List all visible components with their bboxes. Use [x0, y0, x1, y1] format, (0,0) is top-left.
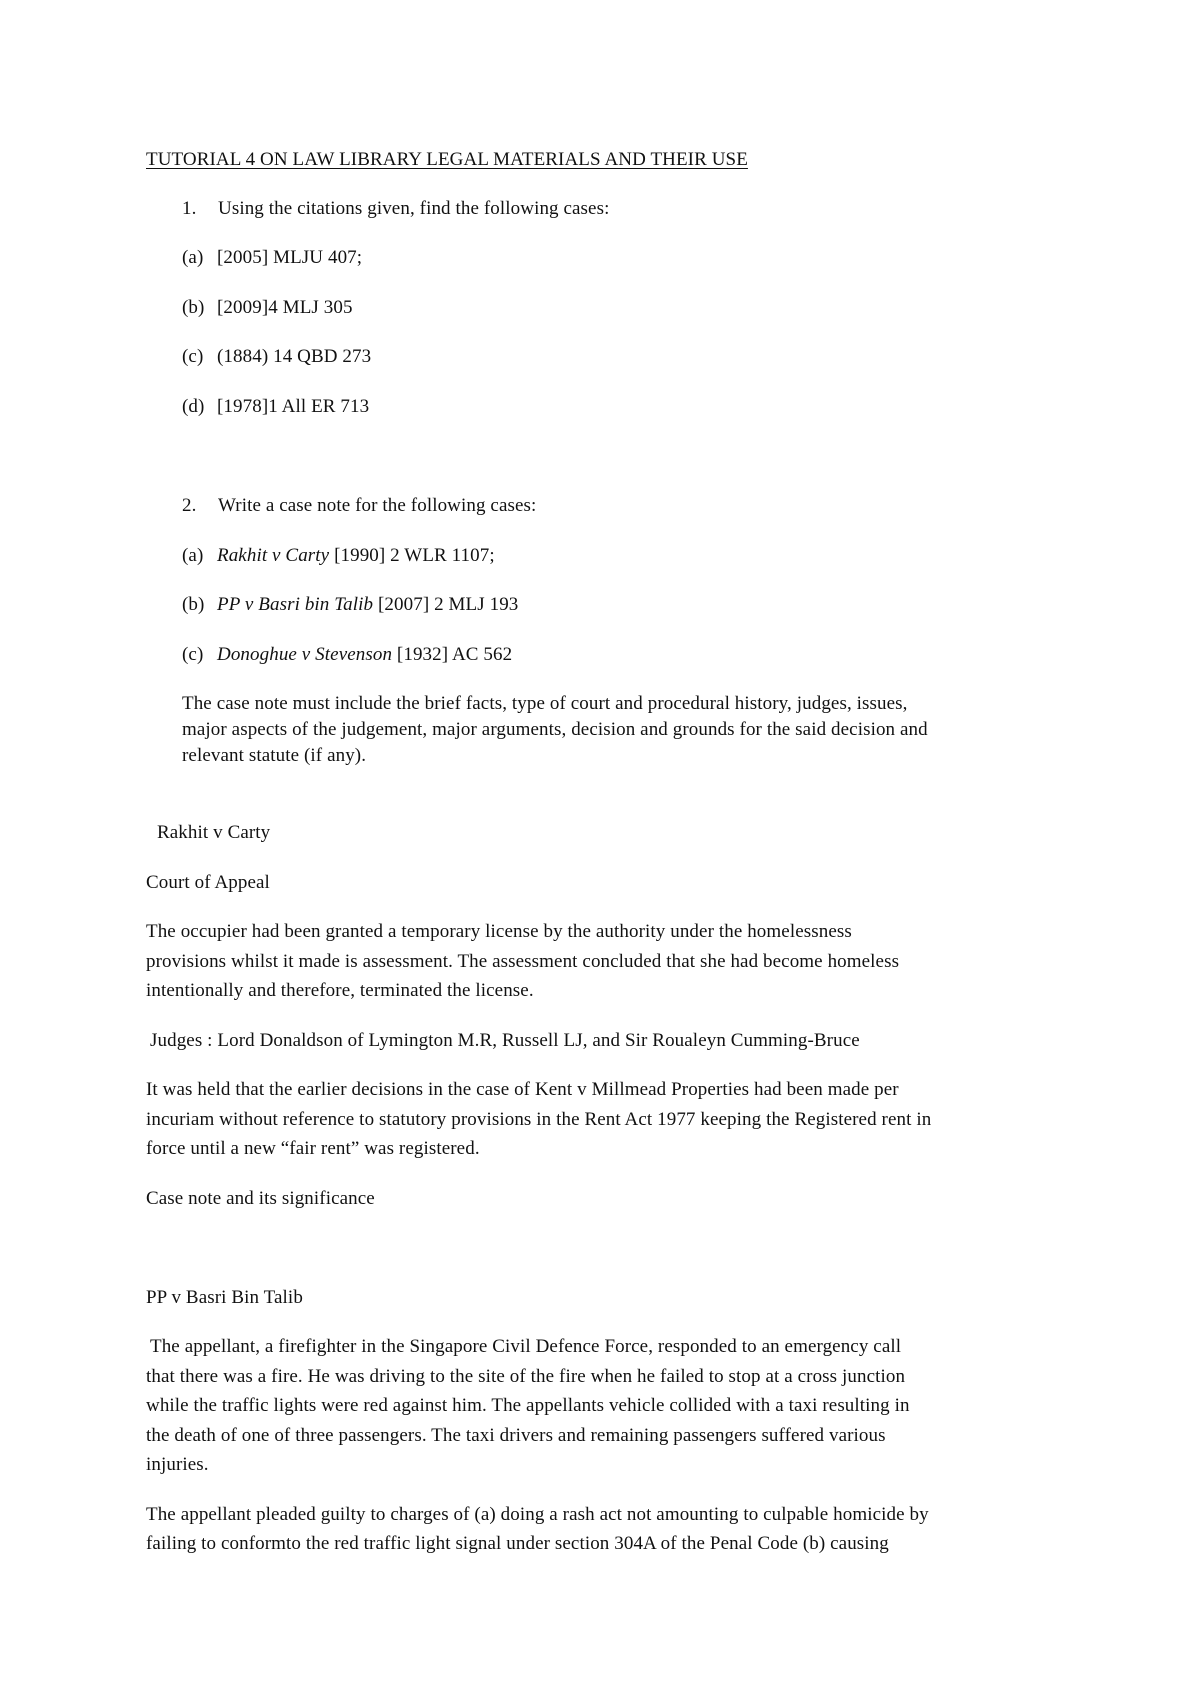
q2-item-a [182, 544, 495, 568]
q1-item-citation: [2005] MLJU 407; [217, 247, 363, 268]
question-1-text: Using the citations given, find the following cases: [218, 198, 610, 219]
q1-item-citation: [1978]1 All ER 713 [217, 396, 370, 417]
basri-facts-line: The appellant, a firefighter in the Singapore Civil Defence Force, responded to an emergency call [150, 1336, 902, 1357]
q1-item-a [182, 246, 362, 270]
rakhit-significance: Case note and its significance [146, 1188, 375, 1209]
q2-case-name: PP v Basri bin Talib [217, 594, 374, 615]
rakhit-facts-line: The occupier had been granted a temporary license by the authority under the homelessness [146, 921, 852, 942]
q2-item-b [182, 593, 518, 617]
basri-facts-line: injuries. [146, 1454, 209, 1475]
rakhit-held-line: force until a new “fair rent” was registered. [146, 1138, 480, 1159]
question-2 [182, 494, 536, 518]
rakhit-judges: Judges : Lord Donaldson of Lymington M.R, Russell LJ, and Sir Roualeyn Cumming-Bruce [150, 1030, 860, 1051]
rakhit-facts-line: intentionally and therefore, terminated the license. [146, 980, 534, 1001]
q1-item-label: (c) [182, 346, 204, 367]
question-2-number: 2. [182, 495, 197, 516]
q2-case-citation: [2007] 2 MLJ 193 [373, 594, 519, 615]
q1-item-d [182, 395, 369, 419]
basri-facts-line: that there was a fire. He was driving to the site of the fire when he failed to stop at a cross junction [146, 1366, 906, 1387]
q1-item-label: (a) [182, 247, 204, 268]
basri-plea-line: The appellant pleaded guilty to charges of (a) doing a rash act not amounting to culpable homicide by [146, 1504, 929, 1525]
q2-case-citation: [1932] AC 562 [392, 644, 513, 665]
q1-item-b [182, 296, 353, 320]
case-note-instructions-line: relevant statute (if any). [182, 745, 367, 766]
q1-item-citation: [2009]4 MLJ 305 [217, 297, 353, 318]
rakhit-held-line: incuriam without reference to statutory provisions in the Rent Act 1977 keeping the Registered rent in [146, 1109, 932, 1130]
basri-plea-line: failing to conformto the red traffic light signal under section 304A of the Penal Code (b) causing [146, 1533, 889, 1554]
rakhit-heading: Rakhit v Carty [157, 822, 271, 843]
basri-facts-line: the death of one of three passengers. The taxi drivers and remaining passengers suffered various [146, 1425, 886, 1446]
page-title: TUTORIAL 4 ON LAW LIBRARY LEGAL MATERIALS AND THEIR USE [146, 149, 748, 170]
q2-item-label: (b) [182, 594, 205, 615]
rakhit-held-line: It was held that the earlier decisions in the case of Kent v Millmead Properties had been made per [146, 1079, 899, 1100]
basri-heading: PP v Basri Bin Talib [146, 1287, 303, 1308]
basri-facts-line: while the traffic lights were red against him. The appellants vehicle collided with a taxi resulting in [146, 1395, 910, 1416]
q1-item-label: (b) [182, 297, 205, 318]
q1-item-label: (d) [182, 396, 205, 417]
q2-case-citation: [1990] 2 WLR 1107; [329, 545, 495, 566]
q2-item-label: (c) [182, 644, 204, 665]
q2-case-name: Rakhit v Carty [217, 545, 330, 566]
q2-item-c [182, 643, 512, 667]
q1-item-citation: (1884) 14 QBD 273 [217, 346, 372, 367]
question-1 [182, 197, 609, 221]
q1-item-c [182, 345, 371, 369]
case-note-instructions-line: The case note must include the brief facts, type of court and procedural history, judges, issues, [182, 693, 908, 714]
q2-item-label: (a) [182, 545, 204, 566]
question-1-number: 1. [182, 198, 197, 219]
rakhit-facts-line: provisions whilst it made is assessment. The assessment concluded that she had become homeless [146, 951, 900, 972]
q2-case-name: Donoghue v Stevenson [217, 644, 393, 665]
rakhit-court: Court of Appeal [146, 872, 270, 893]
question-2-text: Write a case note for the following cases: [218, 495, 537, 516]
case-note-instructions-line: major aspects of the judgement, major arguments, decision and grounds for the said decision and [182, 719, 928, 740]
